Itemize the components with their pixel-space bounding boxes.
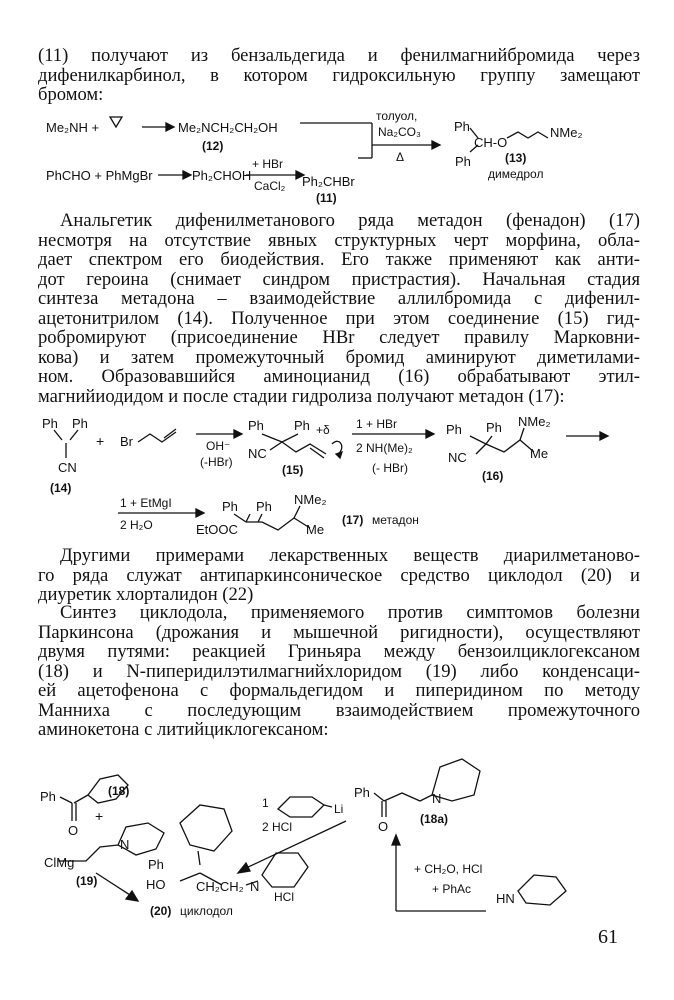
scheme-dimedrol <box>0 0 674 210</box>
text-line: дот героина (снимает синдром пристрастия). Начальная стадия <box>38 268 640 290</box>
text-line: дифенилкарбинол, в котором гидроксильную группу замещают <box>38 64 640 86</box>
name-17: метадон <box>372 513 419 527</box>
r2-left: PhCHO + PhMgBr <box>46 168 153 183</box>
label-19: (19) <box>76 874 98 888</box>
n-20: N <box>250 879 260 894</box>
text-line: диуретик хлорталидон (22) <box>38 584 254 605</box>
r2-cacl2: CaCl₂ <box>254 179 286 193</box>
label-13: (13) <box>505 151 527 165</box>
ph-18: Ph <box>40 789 56 804</box>
cond-bot: Δ <box>396 150 405 164</box>
text-line: Другими примерами лекарственных веществ диарилметаново- <box>60 545 640 566</box>
prod-ph2: Ph <box>455 154 471 169</box>
text-line: го ряда служат антипаркинсоническое средство циклодол (20) и <box>38 564 640 586</box>
nc-15: NC <box>248 446 267 461</box>
br: Br <box>120 434 133 449</box>
ph-14a: Ph <box>42 416 58 431</box>
etooc: EtOOC <box>196 522 238 537</box>
text-line: ном. Образовавшийся аминоцианид (16) обрабатывают этил- <box>38 366 640 387</box>
o-18a: O <box>378 819 389 834</box>
hcl-20: HCl <box>274 890 294 904</box>
r1-mid: Me₂NCH₂CH₂OH <box>178 120 278 135</box>
prod-nme2: NMe₂ <box>550 125 583 140</box>
text-line: (11) получают из бензальдегида и фенилмагнийбромида через <box>38 45 640 66</box>
step-1: 1 + HBr <box>356 417 398 431</box>
cn-14: CN <box>58 460 77 475</box>
text-line: двумя путями: реакцией Гриньяра между бензоилциклогексаном <box>38 641 640 662</box>
label-18: (18) <box>108 784 130 798</box>
paragraph-2 <box>38 211 640 406</box>
r1-left: Me₂NH + <box>46 120 100 135</box>
mhbr: (-HBr) <box>200 455 233 469</box>
text-line: магнийиодидом и после стадии гидролиза получают метадон (17): <box>38 385 565 407</box>
chain-20: CH₂CH₂ <box>196 879 244 894</box>
li: Li <box>334 802 344 816</box>
name-20: циклодол <box>180 904 233 918</box>
nc-16: NC <box>448 450 467 465</box>
o-18: O <box>68 823 79 838</box>
text-line: робромируют (присоединение HBr следует правилу Марковни- <box>38 327 640 348</box>
text-line: Синтез циклодола, применяемого против симптомов болезни <box>60 602 640 623</box>
nme2-16: NMe₂ <box>518 414 551 429</box>
ph-15b: Ph <box>294 418 310 433</box>
ho-20: HO <box>146 877 166 892</box>
cond-mid: Na₂CO₃ <box>378 125 421 139</box>
scheme-methadone <box>0 410 674 540</box>
name-13: димедрол <box>488 167 544 181</box>
cond-2: + PhAc <box>432 882 472 896</box>
label-12: (12) <box>202 139 224 153</box>
text-line: кова) и затем промежуточный бромид аминируют диметилами- <box>38 346 640 368</box>
ph-16b: Ph <box>486 420 502 435</box>
hn: HN <box>496 891 515 906</box>
text-line: бромом: <box>38 84 104 105</box>
ph-14b: Ph <box>72 416 88 431</box>
label-17: (17) <box>342 513 364 527</box>
label-18a: (18a) <box>420 812 449 826</box>
text-line: Паркинсона (дрожания и мышечной ригидности), осуществляют <box>38 621 640 643</box>
label-20: (20) <box>150 904 172 918</box>
text-line: синтеза метадона – взаимодействие аллилбромида с дифенил- <box>38 288 640 309</box>
step-e2: 2 H₂O <box>120 518 153 532</box>
prod-ch: CH-O <box>474 135 508 150</box>
scheme-cyclodol <box>0 735 674 925</box>
ph-17b: Ph <box>256 499 272 514</box>
label-15: (15) <box>282 463 304 477</box>
delta: +δ <box>316 423 330 437</box>
nme2-17: NMe₂ <box>294 492 327 507</box>
text-line: дает спектром его биодействия. Его также применяют как анти- <box>38 249 640 270</box>
li-step-1: 1 <box>262 796 269 810</box>
text-line: ей ацетофенона с формальдегидом и пиперидином по методу <box>38 680 640 701</box>
text-line: ацетонитрилом (14). Полученное при этом соединение (15) гид- <box>38 307 640 329</box>
n-19: N <box>120 837 130 852</box>
plus-1: + <box>96 433 105 449</box>
me-16: Me <box>530 446 549 461</box>
step-e1: 1 + EtMgI <box>120 496 172 510</box>
label-14: (14) <box>50 481 72 495</box>
clmg: ClMg <box>44 855 75 870</box>
text-line: Манниха с последующим взаимодействием промежуточного <box>38 699 640 721</box>
r2-mid: Ph₂CHOH <box>192 168 252 183</box>
ph-17a: Ph <box>222 499 238 514</box>
prod-ph1: Ph <box>454 119 470 134</box>
li-step-2: 2 HCl <box>262 820 293 834</box>
plus-18: + <box>95 808 104 824</box>
r2-hbr: + HBr <box>252 157 284 171</box>
cond-top: толуол, <box>376 109 418 123</box>
ph-18a: Ph <box>354 785 370 800</box>
step-2: 2 NH(Me)₂ <box>356 441 413 455</box>
oh: OH⁻ <box>206 439 231 453</box>
me-17: Me <box>306 522 325 537</box>
ph-16a: Ph <box>446 422 462 437</box>
paragraph-4 <box>38 603 640 740</box>
text-line: аминокетона с литийциклогексаном: <box>38 719 329 740</box>
step-3: (- HBr) <box>372 461 408 475</box>
label-11: (11) <box>316 191 337 205</box>
n-18a: N <box>432 791 442 806</box>
ph-20: Ph <box>148 857 164 872</box>
ph-15a: Ph <box>248 418 264 433</box>
text-line: (18) и N-пиперидилэтилмагнийхлоридом (19) либо конденсаци- <box>38 660 640 682</box>
text-line: Анальгетик дифенилметанового ряда метадон (фенадон) (17) <box>60 210 640 231</box>
cond-1: + CH₂O, HCl <box>414 862 483 876</box>
paragraph-3 <box>38 546 640 605</box>
label-16: (16) <box>482 469 504 483</box>
r2-prod: Ph₂CHBr <box>302 174 355 189</box>
text-line: несмотря на отсутствие явных структурных черт морфина, обла- <box>38 229 640 251</box>
page-number: 61 <box>598 926 618 948</box>
